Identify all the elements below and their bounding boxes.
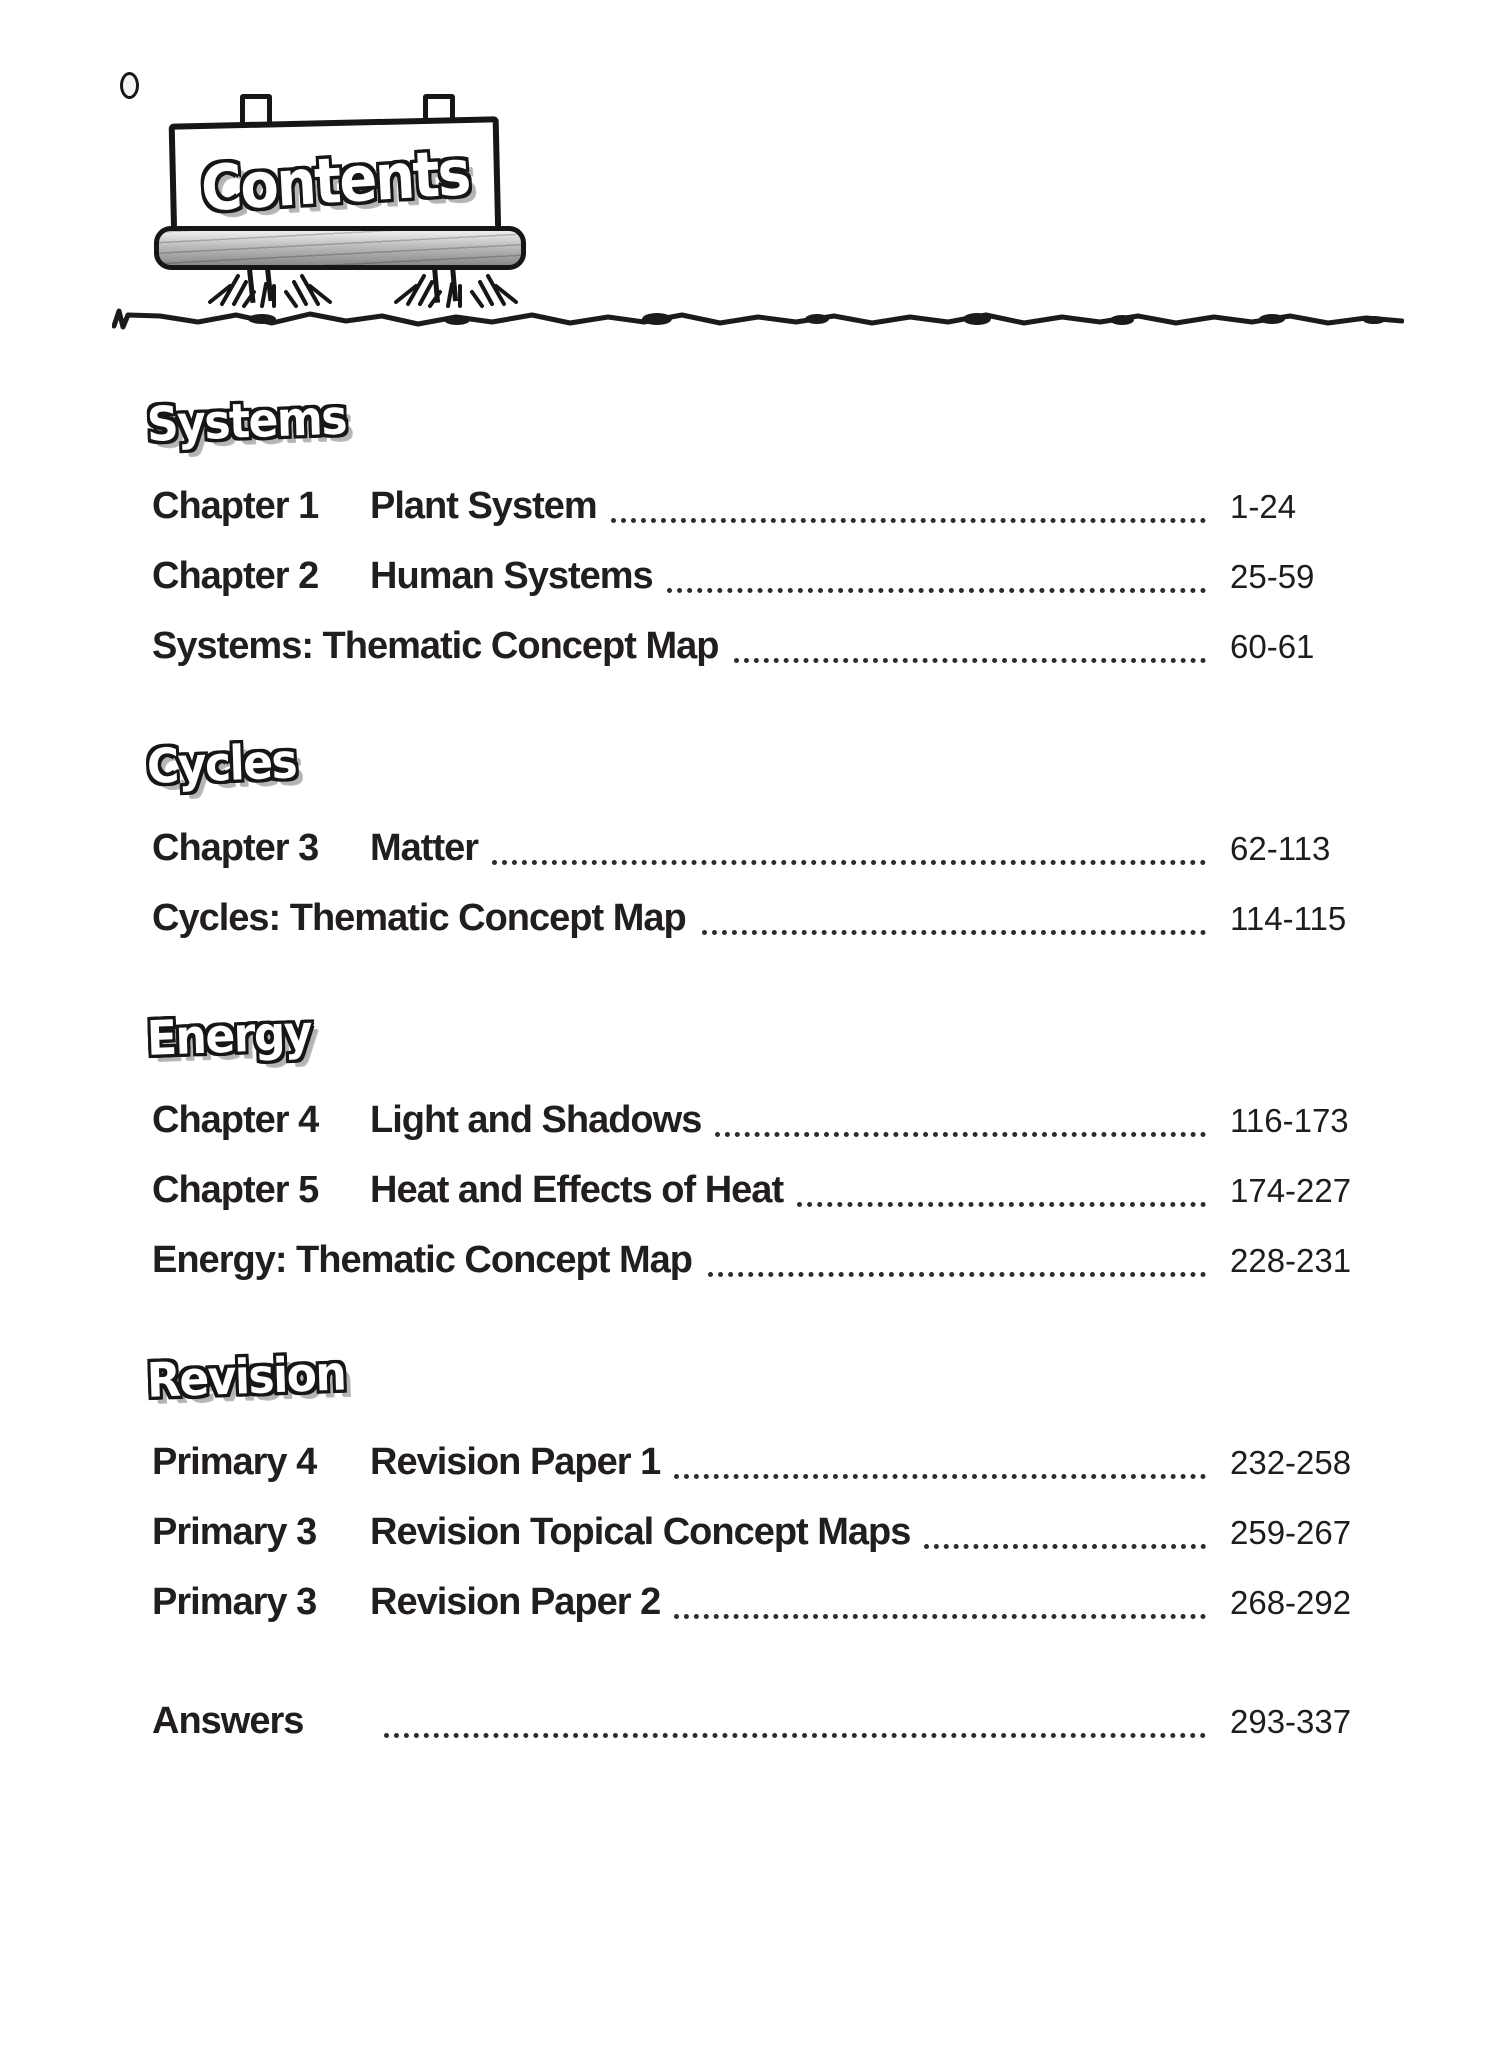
- page-range: 228-231: [1230, 1242, 1352, 1279]
- sign-log-end-icon: [120, 72, 139, 99]
- page-range: 232-258: [1230, 1444, 1352, 1481]
- sign-log-icon: [154, 226, 526, 270]
- entry-title: Revision Paper 1: [370, 1441, 661, 1483]
- page-range: 60-61: [1230, 628, 1315, 665]
- toc-entry: [152, 1509, 1360, 1556]
- dotted-leader: [702, 930, 1206, 935]
- page-range: 25-59: [1230, 558, 1315, 595]
- dotted-leader: [667, 588, 1206, 593]
- entry-title: Revision Paper 2: [370, 1581, 661, 1623]
- toc-entry: [152, 1237, 1360, 1284]
- dotted-leader: [611, 518, 1206, 523]
- entry-label: Primary 3: [152, 1581, 317, 1623]
- entry-label: Answers: [152, 1700, 304, 1742]
- grass-tuft-icon: [204, 266, 336, 310]
- entry-title: Matter: [370, 827, 479, 869]
- page-range: 293-337: [1230, 1703, 1352, 1740]
- entry-label: Chapter 5: [152, 1169, 319, 1211]
- entry-title: Revision Topical Concept Maps: [370, 1511, 911, 1553]
- entry-label: Systems: Thematic Concept Map: [152, 625, 719, 667]
- toc-entry: [152, 825, 1360, 872]
- page-range: 114-115: [1230, 900, 1347, 937]
- dotted-leader: [797, 1202, 1206, 1207]
- entry-label: Cycles: Thematic Concept Map: [152, 897, 686, 939]
- section-heading-revision: [146, 1346, 1360, 1419]
- dotted-leader: [708, 1272, 1206, 1277]
- entry-label: Energy: Thematic Concept Map: [152, 1239, 692, 1281]
- page-title: Contents: [199, 136, 471, 226]
- table-of-contents: [0, 330, 1497, 1768]
- page-range: 116-173: [1230, 1102, 1349, 1139]
- entry-label: Chapter 2: [152, 555, 319, 597]
- toc-entry: [152, 483, 1360, 530]
- entry-label: Chapter 3: [152, 827, 319, 869]
- dotted-leader: [715, 1132, 1206, 1137]
- toc-entry: [152, 895, 1360, 942]
- toc-entry-answers: [152, 1698, 1360, 1745]
- section-heading-text: Revision: [146, 1346, 347, 1409]
- section-heading-text: Systems: [146, 390, 347, 453]
- toc-entry: [152, 1439, 1360, 1486]
- toc-entry: [152, 553, 1360, 600]
- entry-title: Plant System: [370, 485, 597, 527]
- page-range: 62-113: [1230, 830, 1331, 867]
- section-heading-cycles: [146, 734, 1360, 805]
- page-range: 268-292: [1230, 1584, 1352, 1621]
- toc-entry: [152, 1167, 1360, 1214]
- page-range: 174-227: [1230, 1172, 1352, 1209]
- page-range: 1-24: [1230, 488, 1297, 525]
- entry-title: Heat and Effects of Heat: [370, 1169, 784, 1211]
- grass-tuft-icon: [390, 266, 522, 310]
- section-heading-systems: [146, 390, 1360, 463]
- toc-entry: [152, 1097, 1360, 1144]
- entry-title: Human Systems: [370, 555, 653, 597]
- dotted-leader: [734, 658, 1206, 663]
- dotted-leader: [492, 860, 1206, 865]
- contents-sign-graphic: [118, 68, 538, 318]
- dotted-leader: [924, 1544, 1206, 1549]
- section-heading-text: Cycles: [146, 734, 297, 795]
- entry-title: Light and Shadows: [370, 1099, 702, 1141]
- section-heading-text: Energy: [146, 1005, 312, 1067]
- page-range: 259-267: [1230, 1514, 1352, 1551]
- dotted-leader: [384, 1733, 1206, 1738]
- toc-entry: [152, 623, 1360, 670]
- toc-entry: [152, 1579, 1360, 1626]
- dotted-leader: [674, 1474, 1206, 1479]
- dotted-leader: [674, 1614, 1206, 1619]
- entry-label: Chapter 4: [152, 1099, 319, 1141]
- entry-label: Primary 4: [152, 1441, 317, 1483]
- entry-label: Chapter 1: [152, 485, 319, 527]
- entry-label: Primary 3: [152, 1511, 317, 1553]
- section-heading-energy: [146, 1005, 1360, 1077]
